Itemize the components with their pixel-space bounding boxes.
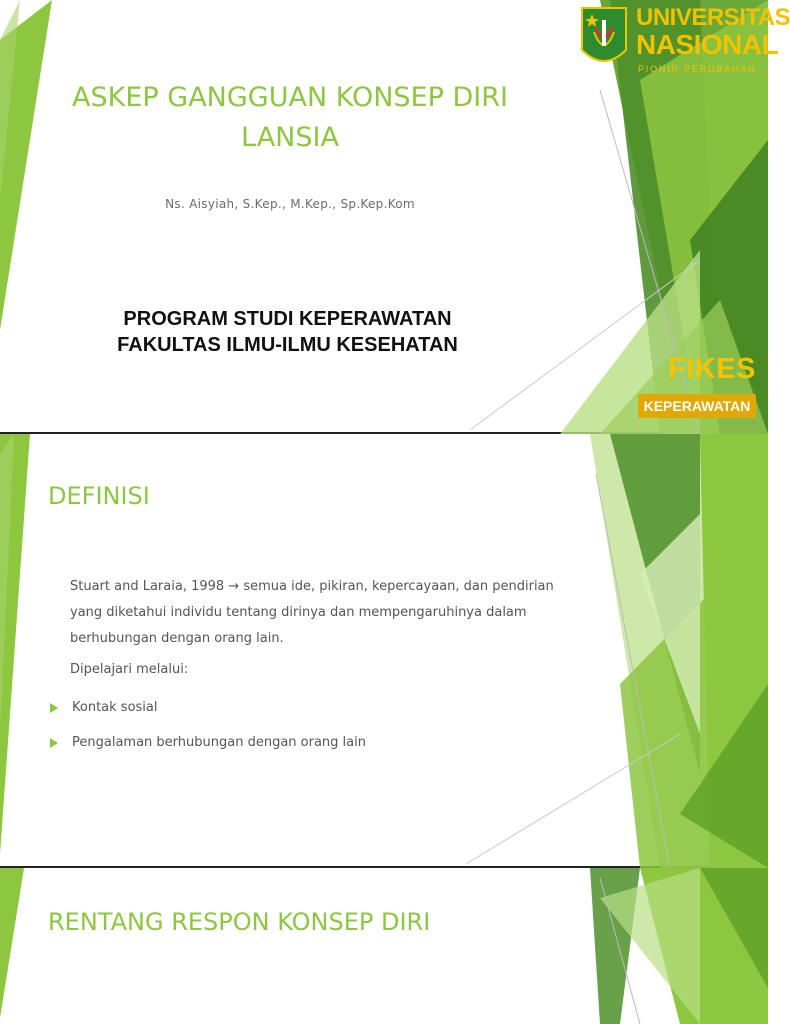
title-line1: ASKEP GANGGUAN KONSEP DIRI [72,82,508,113]
university-tagline: PIONIR PERUBAHAN [638,64,757,74]
university-emblem-icon [580,6,628,72]
list-item [50,700,157,715]
university-name-line1: UNIVERSITAS [636,4,790,31]
university-name-line2: NASIONAL [636,29,779,60]
response-range-slide [0,868,768,1024]
program-name [40,306,535,358]
presentation-title [30,78,550,158]
list-item [50,735,366,750]
program-line1: PROGRAM STUDI KEPERAWATAN [123,308,452,330]
triangle-bullet-icon [50,703,58,713]
slide-decoration [0,868,768,1024]
bullet-text: Pengalaman berhubungan dengan orang lain [72,735,366,750]
faculty-badge-text: KEPERAWATAN [643,398,751,414]
title-line2: LANSIA [241,122,339,153]
definition-slide [0,434,768,868]
definition-paragraph: Stuart and Laraia, 1998 → semua ide, pikiran, kepercayaan, dan pendirian yang diketahui individu tentang dirinya dan mempengaruhinya dalam berhubungan dengan orang lain. [70,579,554,646]
slide-title: RENTANG RESPON KONSEP DIRI [48,908,431,936]
slide-title: DEFINISI [48,482,150,510]
faculty-logo-text: FIKES [668,353,756,385]
title-slide [0,0,790,434]
definition-intro: Dipelajari melalui: [70,662,189,677]
author-name: Ns. Aisyiah, S.Kep., M.Kep., Sp.Kep.Kom [165,197,415,211]
triangle-bullet-icon [50,738,58,748]
program-line2: FAKULTAS ILMU-ILMU KESEHATAN [117,334,458,356]
bullet-text: Kontak sosial [72,700,158,715]
